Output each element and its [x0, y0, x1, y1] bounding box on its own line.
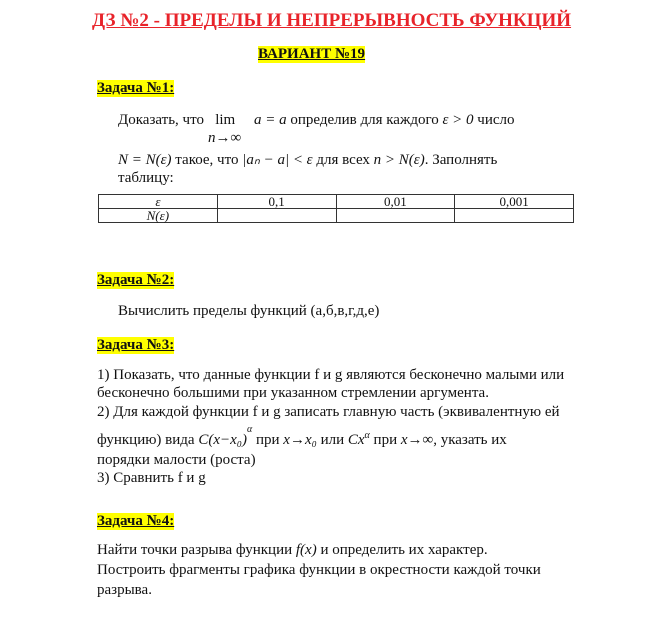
math: x→x₀ — [283, 432, 317, 448]
lim-subscript: n→∞ — [208, 130, 242, 146]
text: функцию) вида — [97, 432, 195, 448]
table-cell — [455, 209, 574, 223]
math: n > N(ε) — [373, 152, 425, 168]
task4-line2: Построить фрагменты графика функции в окрестности каждой точки — [97, 562, 541, 578]
epsilon-table — [98, 194, 574, 223]
math: α — [364, 430, 370, 441]
text: Доказать, что — [118, 112, 204, 128]
task3-line6: 3) Сравнить f и g — [97, 470, 206, 486]
task4-line3: разрыва. — [97, 582, 152, 598]
task3-line1: 1) Показать, что данные функции f и g являются бесконечно малыми или — [97, 367, 565, 383]
task1-line1 — [118, 112, 515, 129]
table-row — [99, 209, 574, 223]
math: f(x) — [295, 542, 317, 558]
task4-heading: Задача №4: — [97, 513, 175, 529]
text: при — [373, 432, 398, 448]
task1-line2 — [118, 150, 497, 169]
task2-text: Вычислить пределы функций (а,б,в,г,д,е) — [118, 303, 380, 319]
task3-line5: порядки малости (роста) — [97, 452, 256, 468]
text: число — [477, 112, 515, 128]
text: или — [320, 432, 345, 448]
math: |aₙ − a| < ε — [242, 152, 313, 168]
math: Cx — [347, 432, 365, 448]
task3-line3: 2) Для каждой функции f и g записать главную часть (эквивалентную ей — [97, 404, 560, 420]
math: ε > 0 — [442, 112, 474, 128]
math: α — [246, 424, 253, 435]
text: Найти точки разрыва функции — [97, 542, 293, 558]
table-cell — [336, 209, 455, 223]
text: определив для каждого — [290, 112, 439, 128]
page-title: ДЗ №2 - ПРЕДЕЛЫ И НЕПРЕРЫВНОСТЬ ФУНКЦИЙ — [92, 10, 572, 31]
task2-heading: Задача №2: — [97, 272, 175, 288]
math: a = a — [253, 112, 287, 128]
task4-line1 — [97, 542, 488, 559]
table-cell: 0,01 — [336, 195, 455, 209]
table-cell: ε — [99, 195, 218, 209]
text: . Заполнять — [424, 152, 498, 168]
table-cell: 0,001 — [455, 195, 574, 209]
lim: lim — [215, 112, 236, 128]
task3-heading: Задача №3: — [97, 337, 175, 353]
task3-line4 — [97, 424, 507, 449]
math: C(x−x₀) — [198, 432, 247, 448]
variant-label: ВАРИАНТ №19 — [258, 46, 366, 62]
task3-line2: бесконечно большими при указанном стремлении аргумента. — [97, 385, 489, 401]
text: , указать их — [433, 432, 507, 448]
math: x→∞ — [400, 432, 434, 448]
task1-line3: таблицу: — [118, 170, 174, 186]
table-cell — [217, 209, 336, 223]
math: N = N(ε) — [118, 152, 172, 168]
text: такое, что — [175, 152, 239, 168]
task1-heading: Задача №1: — [97, 80, 175, 96]
text: и определить их характер. — [320, 542, 488, 558]
text: для всех — [316, 152, 370, 168]
table-cell: 0,1 — [217, 195, 336, 209]
table-cell: N(ε) — [99, 209, 218, 223]
table-row — [99, 195, 574, 209]
text: при — [255, 432, 280, 448]
